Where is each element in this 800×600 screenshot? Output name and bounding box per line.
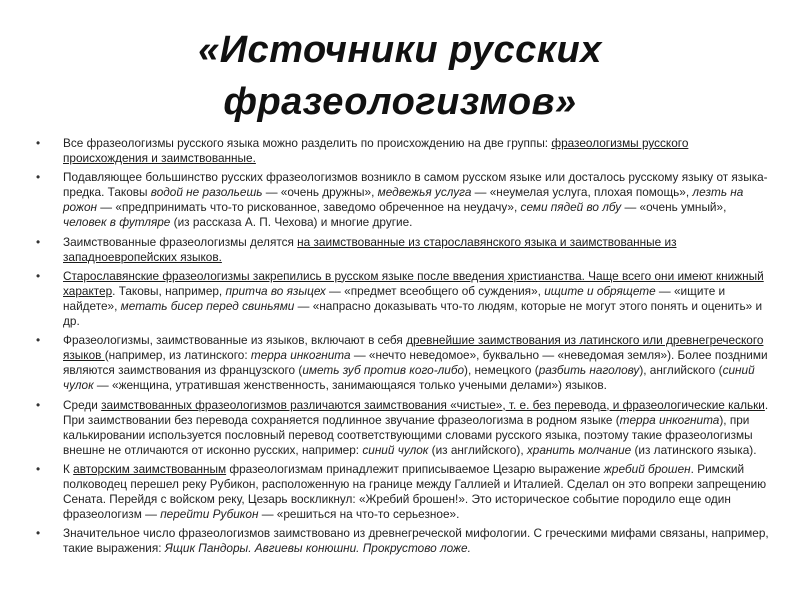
bullet-item-old-slavonic — [36, 269, 772, 329]
italic-phrase: разбить наголову — [538, 363, 640, 378]
text-run: — «нечто неведомое», буквально — «неведомая земля»). Более поздними являются заимствования из французского ( — [63, 348, 768, 378]
text-run: (из рассказа А. П. Чехова) и многие другие. — [170, 215, 413, 230]
italic-phrase: синий чулок — [362, 442, 429, 457]
bullet-item-foreign-languages — [36, 333, 772, 393]
italic-phrase: Ящик Пандоры. Авгиевы конюшни. Прокрустово ложе. — [164, 541, 471, 556]
italic-phrase: медвежья услуга — [377, 185, 472, 200]
italic-phrase: иметь зуб против кого-либо — [302, 363, 465, 378]
bullet-item-borrowed-division — [36, 235, 772, 265]
italic-phrase: жребий брошен — [603, 461, 691, 476]
bullet-item-native-origin — [36, 170, 772, 230]
text-run: . Римский полководец перешел реку Рубикон, расположенную на границе между Галлией и Италией. Сделал он это вопреки запрещению Сената. Перейдя с войском реку, Цезарь воскликнул: «Жребий брошен!». Это историческое событие породило еще один фразеологизм — — [63, 461, 767, 522]
text-run: (из латинского языка). — [631, 442, 757, 457]
text-run: Заимствованные фразеологизмы делятся — [63, 234, 298, 249]
italic-phrase: хранить молчание — [526, 442, 632, 457]
italic-phrase: водой не разольешь — [150, 185, 263, 200]
text-run: Фразеологизмы, заимствованные из языков, включают в себя — [63, 333, 407, 348]
underlined-text: на заимствованные из старославянского языка и заимствованные из западноевропейских языков. — [63, 234, 677, 264]
text-run: — «очень дружны», — [262, 185, 378, 200]
text-run: — «предмет всеобщего об суждения», — [325, 283, 545, 298]
text-run: — «неумелая услуга, плохая помощь», — [471, 185, 693, 200]
bullet-item-author-borrowings — [36, 462, 772, 522]
italic-phrase: метать бисер перед свиньями — [120, 298, 295, 313]
italic-phrase: человек в футляре — [63, 215, 171, 230]
text-run: Все фразеологизмы русского языка можно разделить по происхождению на две группы: — [63, 136, 552, 150]
underlined-text: заимствованных фразеологизмов различаются заимствования «чистые», т. е. без перевода, и фразеологические кальки — [101, 397, 765, 412]
text-run: ), немецкого ( — [464, 363, 539, 378]
italic-phrase: терра инкогнита — [250, 348, 351, 363]
italic-phrase: семи пядей во лбу — [520, 200, 622, 215]
page-title-line-2: фразеологизмов» — [223, 81, 577, 123]
italic-phrase: лезть на рожон — [63, 185, 744, 215]
bullet-item-groups — [36, 136, 772, 166]
text-run: — «ищите и найдете», — [63, 283, 726, 313]
italic-phrase: ищите и обрящете — [544, 283, 656, 298]
text-run: — «очень умный», — [621, 200, 727, 215]
italic-phrase: притча во языцех — [225, 283, 326, 298]
underlined-text: древнейшие заимствования из латинского или древнегреческого языков — [63, 333, 764, 363]
text-run: (например, из латинского: — [104, 348, 251, 363]
text-run: — «женщина, утратившая женственность, занимающаяся только учеными делами») языков. — [93, 378, 607, 393]
italic-phrase: перейти Рубикон — [160, 507, 259, 522]
text-run: Значительное число фразеологизмов заимствовано из древнегреческой мифологии. С греческими мифами связаны, например, такие выражения: — [63, 526, 769, 556]
text-run: — «напрасно доказывать что-то людям, которые не могут этого понять и оценить» и др. — [63, 298, 763, 329]
text-run: Подавляющее большинство русских фразеологизмов возникло в самом русском языке или досталось русскому языку от языка-предка. Таковы — [63, 170, 768, 200]
bullet-item-pure-and-calques — [36, 398, 772, 458]
bullet-list — [36, 136, 772, 560]
bullet-item-greek-mythology — [36, 526, 772, 556]
text-run: — «решиться на что-то серьезное». — [258, 507, 460, 522]
text-run: Среди — [63, 397, 102, 412]
text-run: ), английского ( — [639, 363, 723, 378]
text-run: . Таковы, например, — [112, 283, 226, 298]
text-run: фразеологизмам принадлежит приписываемое Цезарю выражение — [226, 461, 604, 476]
page-title-line-1: «Источники русских — [198, 29, 602, 71]
text-run: — «предпринимать что-то рискованное, заведомо обреченное на неудачу», — [97, 200, 521, 215]
italic-phrase: синий чулок — [63, 363, 755, 393]
italic-phrase: терра инкогнита — [619, 412, 720, 427]
text-run: . При заимствовании без перевода сохраняется подлинное звучание фразеологизма в родном языке ( — [63, 397, 769, 427]
underlined-text: авторским заимствованным — [73, 461, 227, 476]
text-run: (из английского), — [428, 442, 527, 457]
underlined-text: Старославянские фразеологизмы закрепились в русском языке после введения христианства. Чаще всего они имеют книжный характер — [63, 268, 764, 298]
text-run: К — [63, 461, 74, 476]
underlined-text: фразеологизмы русского происхождения и заимствованные. — [63, 136, 689, 166]
text-run: ), при калькировании используется пословный перевод соответствующими словами русского языка, поэтому такие фразеологизмы внешне не отличаются от исконно русских, например: — [63, 412, 753, 457]
page-title — [0, 24, 800, 128]
